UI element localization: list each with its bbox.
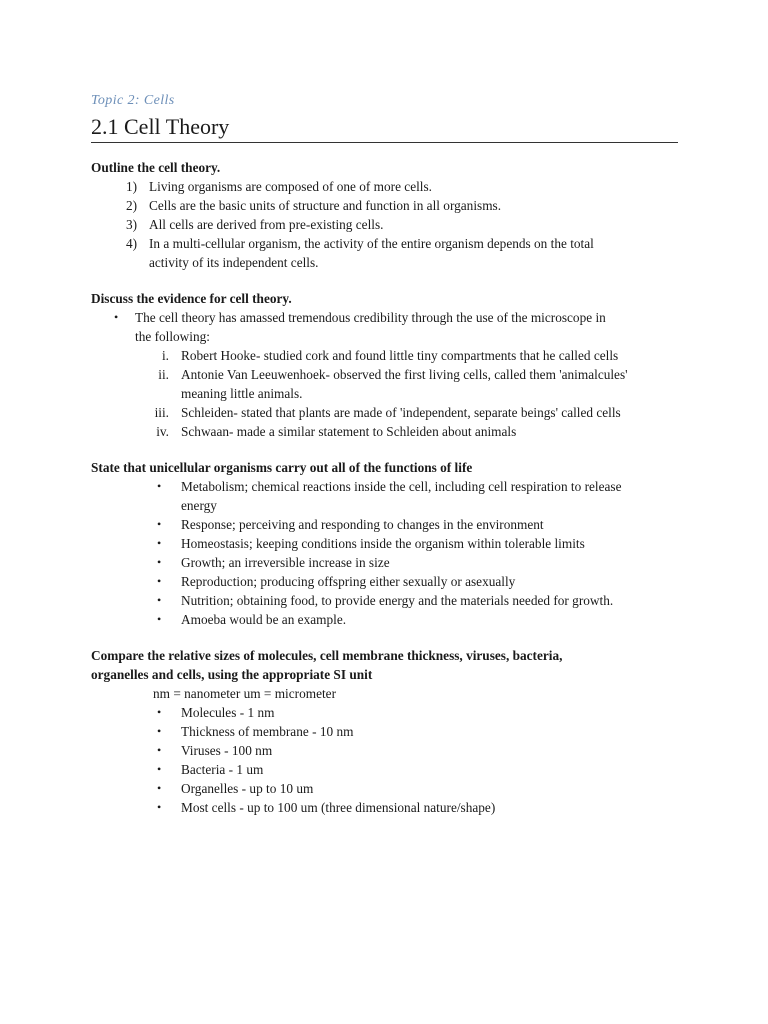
numbered-item	[91, 215, 681, 234]
section-heading: State that unicellular organisms carry out all of the functions of life	[91, 460, 473, 475]
item-text-continued: the following:	[135, 329, 210, 344]
bullet-item	[91, 515, 681, 534]
item-text: Schwaan- made a similar statement to Schleiden about animals	[181, 424, 517, 439]
bullet-item	[91, 534, 681, 553]
bullet-item	[91, 308, 681, 346]
item-text: Living organisms are composed of one of more cells.	[149, 179, 432, 194]
item-text: Amoeba would be an example.	[181, 612, 347, 627]
roman-item	[91, 403, 681, 422]
bullet-item	[91, 703, 681, 722]
bullet-icon: •	[157, 555, 162, 569]
item-text: Organelles - up to 10 um	[181, 781, 314, 796]
bullet-icon: •	[157, 612, 162, 626]
item-text-continued: activity of its independent cells.	[149, 255, 319, 270]
bullet-icon: •	[157, 536, 162, 550]
item-text: Homeostasis; keeping conditions inside the organism within tolerable limits	[181, 536, 585, 551]
roman-item	[91, 422, 681, 441]
bullet-icon: •	[157, 724, 162, 738]
units-note: nm = nanometer um = micrometer	[153, 686, 337, 701]
numbered-item	[91, 177, 681, 196]
item-text: Schleiden- stated that plants are made of 'independent, separate beings' called cells	[181, 405, 621, 420]
bullet-item	[91, 610, 681, 629]
bullet-icon: •	[157, 574, 162, 588]
item-text: Metabolism; chemical reactions inside the cell, including cell respiration to release	[181, 479, 622, 494]
item-number: 4)	[126, 236, 138, 251]
item-text: The cell theory has amassed tremendous credibility through the use of the microscope in	[135, 310, 606, 325]
item-text: Antonie Van Leeuwenhoek- observed the first living cells, called them 'animalcules'	[181, 367, 628, 382]
item-text: Cells are the basic units of structure and function in all organisms.	[149, 198, 502, 213]
item-numeral: iv.	[156, 424, 169, 439]
bullet-icon: •	[157, 705, 162, 719]
item-text: Reproduction; producing offspring either sexually or asexually	[181, 574, 516, 589]
bullet-item	[91, 741, 681, 760]
topic-label: Topic 2: Cells	[91, 93, 175, 108]
item-numeral: iii.	[154, 405, 169, 420]
item-text: Thickness of membrane - 10 nm	[181, 724, 354, 739]
item-text: Response; perceiving and responding to changes in the environment	[181, 517, 544, 532]
section-heading: Outline the cell theory.	[91, 160, 221, 175]
bullet-item	[91, 477, 681, 515]
item-text: Most cells - up to 100 um (three dimensional nature/shape)	[181, 800, 496, 815]
functions-section	[91, 458, 681, 629]
bullet-icon: •	[114, 310, 119, 324]
roman-item	[91, 365, 681, 403]
outline-section	[91, 158, 681, 272]
bullet-item	[91, 591, 681, 610]
section-heading: Discuss the evidence for cell theory.	[91, 291, 292, 306]
item-number: 2)	[126, 198, 138, 213]
page-title: 2.1 Cell Theory	[91, 114, 230, 139]
bullet-icon: •	[157, 517, 162, 531]
bullet-icon: •	[157, 781, 162, 795]
item-text: Bacteria - 1 um	[181, 762, 264, 777]
bullet-icon: •	[157, 593, 162, 607]
item-numeral: ii.	[158, 367, 169, 382]
bullet-icon: •	[157, 479, 162, 493]
item-text: All cells are derived from pre-existing cells.	[149, 217, 384, 232]
numbered-item	[91, 234, 681, 272]
item-text-continued: energy	[181, 498, 217, 513]
item-number: 3)	[126, 217, 138, 232]
bullet-icon: •	[157, 800, 162, 814]
numbered-item	[91, 196, 681, 215]
title-divider	[91, 142, 678, 143]
bullet-item	[91, 779, 681, 798]
sizes-section	[91, 646, 681, 817]
document-body	[91, 158, 681, 834]
bullet-icon: •	[157, 743, 162, 757]
item-text: Viruses - 100 nm	[181, 743, 273, 758]
bullet-item	[91, 722, 681, 741]
item-text: Molecules - 1 nm	[181, 705, 275, 720]
bullet-item	[91, 798, 681, 817]
item-text: Robert Hooke- studied cork and found little tiny compartments that he called cells	[181, 348, 619, 363]
bullet-item	[91, 760, 681, 779]
item-numeral: i.	[161, 348, 169, 363]
evidence-section	[91, 289, 681, 441]
item-text-continued: meaning little animals.	[181, 386, 303, 401]
bullet-item	[91, 553, 681, 572]
item-text: Growth; an irreversible increase in size	[181, 555, 390, 570]
section-heading-continued: organelles and cells, using the appropriate SI unit	[91, 667, 373, 682]
item-text: Nutrition; obtaining food, to provide energy and the materials needed for growth.	[181, 593, 614, 608]
section-heading: Compare the relative sizes of molecules, cell membrane thickness, viruses, bacteria,	[91, 648, 563, 663]
item-number: 1)	[126, 179, 138, 194]
roman-item	[91, 346, 681, 365]
bullet-item	[91, 572, 681, 591]
bullet-icon: •	[157, 762, 162, 776]
item-text: In a multi-cellular organism, the activity of the entire organism depends on the total	[149, 236, 594, 251]
